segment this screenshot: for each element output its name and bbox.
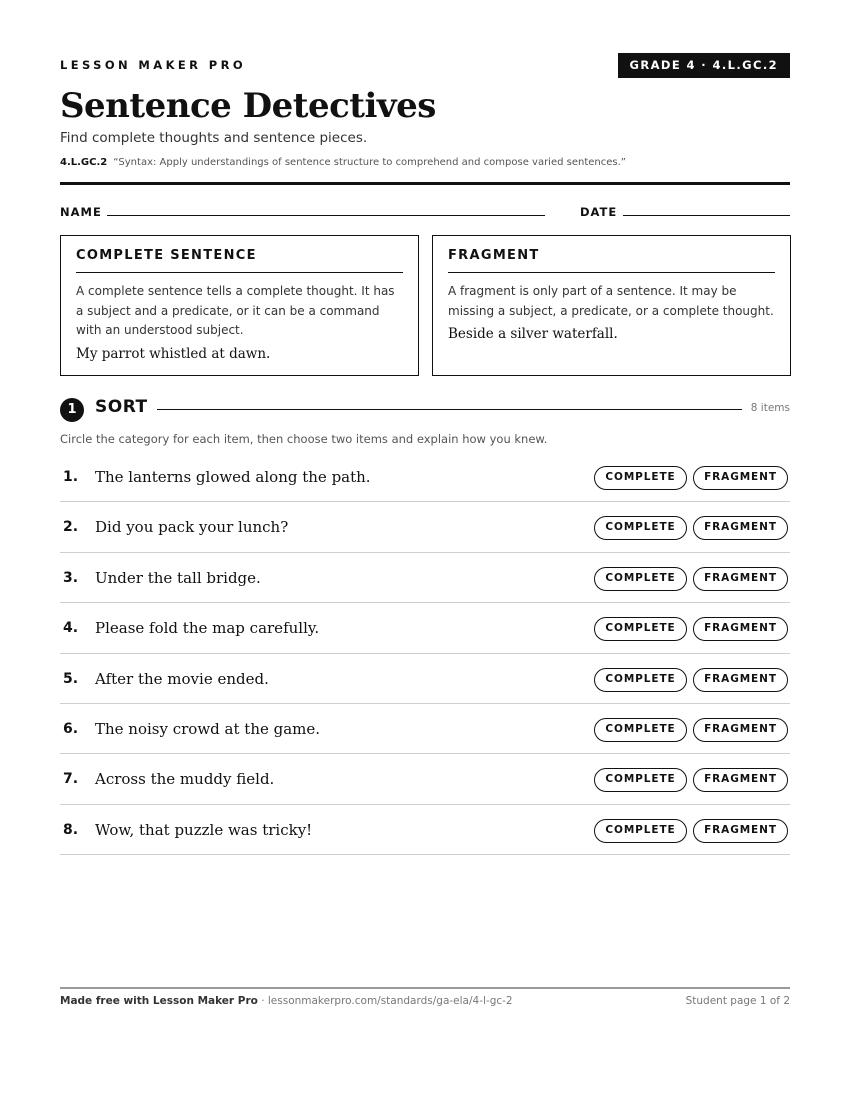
- section-title: SORT: [95, 397, 148, 417]
- name-label: NAME: [60, 205, 102, 219]
- fragment-option[interactable]: FRAGMENT: [693, 617, 788, 641]
- standard-line: [60, 157, 626, 168]
- definition-example: Beside a silver waterfall.: [448, 326, 618, 342]
- fragment-option[interactable]: FRAGMENT: [693, 516, 788, 540]
- sort-item: [60, 805, 790, 855]
- sort-item: [60, 603, 790, 653]
- fragment-option[interactable]: FRAGMENT: [693, 819, 788, 843]
- definition-text: A complete sentence tells a complete thought. It has a subject and a predicate, or it can be a command with an understood subject.: [76, 284, 395, 337]
- item-count: 8 items: [750, 402, 790, 414]
- item-number: 7.: [63, 771, 79, 788]
- sort-item: [60, 754, 790, 804]
- complete-option[interactable]: COMPLETE: [594, 768, 687, 792]
- item-text: Across the muddy field.: [95, 770, 275, 789]
- worksheet-page: [60, 0, 790, 1100]
- item-number: 4.: [63, 620, 79, 637]
- footer-made-with: Made free with Lesson Maker Pro: [60, 995, 258, 1007]
- complete-option[interactable]: COMPLETE: [594, 516, 687, 540]
- item-text: Did you pack your lunch?: [95, 518, 289, 537]
- sort-item-list: [60, 452, 790, 855]
- sort-item: [60, 704, 790, 754]
- complete-option[interactable]: COMPLETE: [594, 718, 687, 742]
- fragment-option[interactable]: FRAGMENT: [693, 668, 788, 692]
- definition-title: COMPLETE SENTENCE: [76, 248, 403, 273]
- section-divider: [157, 409, 742, 410]
- item-text: Under the tall bridge.: [95, 568, 261, 587]
- header-divider: [60, 182, 790, 185]
- complete-option[interactable]: COMPLETE: [594, 819, 687, 843]
- item-text: After the movie ended.: [95, 669, 269, 688]
- complete-option[interactable]: COMPLETE: [594, 617, 687, 641]
- complete-option[interactable]: COMPLETE: [594, 567, 687, 591]
- page-indicator: Student page 1 of 2: [685, 995, 790, 1007]
- section-number: 1: [60, 398, 84, 422]
- complete-option[interactable]: COMPLETE: [594, 668, 687, 692]
- section-instructions: Circle the category for each item, then choose two items and explain how you knew.: [60, 432, 548, 446]
- standard-code: 4.L.GC.2: [60, 157, 108, 168]
- item-number: 2.: [63, 519, 79, 536]
- standard-text: “Syntax: Apply understandings of sentence structure to comprehend and compose varied sentences.”: [113, 157, 626, 168]
- sort-item: [60, 452, 790, 502]
- sort-item: [60, 553, 790, 603]
- fragment-definition: [432, 235, 791, 376]
- page-subtitle: Find complete thoughts and sentence pieces.: [60, 130, 368, 146]
- definition-title: FRAGMENT: [448, 248, 775, 273]
- name-field[interactable]: [107, 215, 545, 216]
- date-field[interactable]: [623, 215, 790, 216]
- sort-item: [60, 654, 790, 704]
- date-label: DATE: [580, 205, 618, 219]
- page-title: Sentence Detectives: [60, 86, 436, 126]
- complete-option[interactable]: COMPLETE: [594, 466, 687, 490]
- item-number: 3.: [63, 569, 79, 586]
- item-text: Please fold the map carefully.: [95, 619, 320, 638]
- footer-credit: [60, 995, 513, 1007]
- footer-divider: [60, 987, 790, 989]
- footer-separator: ·: [257, 995, 268, 1007]
- footer-url[interactable]: lessonmakerpro.com/standards/ga-ela/4-l-gc-2: [267, 995, 513, 1007]
- brand-name: LESSON MAKER PRO: [60, 58, 247, 72]
- item-number: 1.: [63, 469, 79, 485]
- fragment-option[interactable]: FRAGMENT: [693, 768, 788, 792]
- fragment-option[interactable]: FRAGMENT: [693, 567, 788, 591]
- item-text: Wow, that puzzle was tricky!: [95, 820, 313, 839]
- item-number: 6.: [63, 720, 79, 737]
- grade-badge: GRADE 4 · 4.L.GC.2: [618, 53, 791, 78]
- fragment-option[interactable]: FRAGMENT: [693, 466, 788, 490]
- item-text: The lanterns glowed along the path.: [95, 468, 371, 486]
- sort-item: [60, 502, 790, 552]
- complete-sentence-definition: [60, 235, 419, 376]
- item-text: The noisy crowd at the game.: [95, 719, 321, 738]
- item-number: 5.: [63, 670, 79, 687]
- definition-text: A fragment is only part of a sentence. It may be missing a subject, a predicate, or a complete thought.: [448, 284, 774, 318]
- definition-example: My parrot whistled at dawn.: [76, 345, 271, 362]
- item-number: 8.: [63, 821, 79, 838]
- fragment-option[interactable]: FRAGMENT: [693, 718, 788, 742]
